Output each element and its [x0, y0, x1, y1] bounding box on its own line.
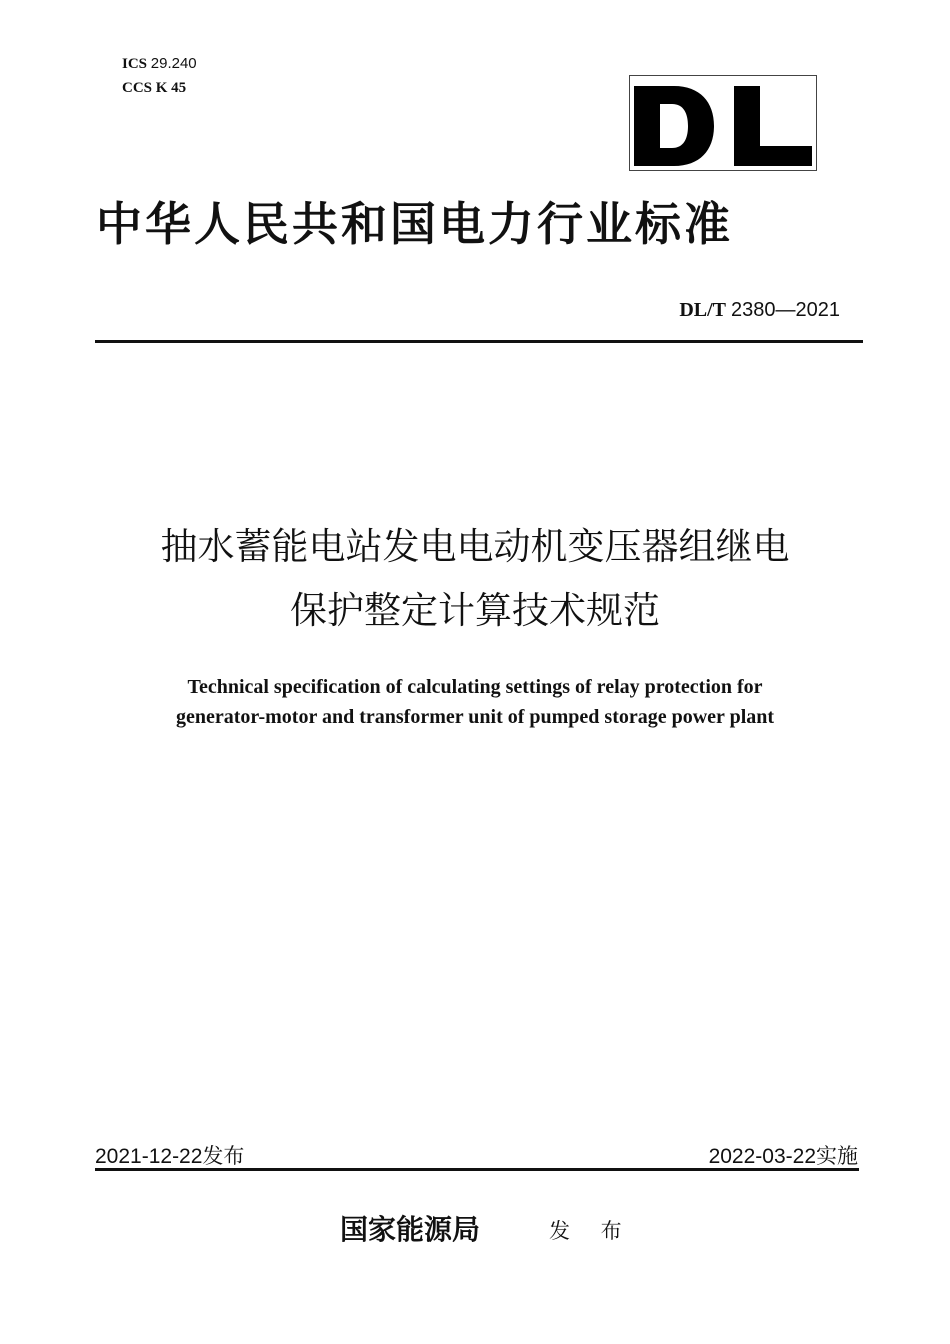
- standard-digits: 2380—2021: [731, 299, 840, 321]
- date-row: [95, 1138, 858, 1172]
- chinese-title-line-2: 保护整定计算技术规范: [290, 589, 660, 632]
- english-title: [0, 672, 950, 732]
- ics-number: 29.240: [150, 55, 197, 72]
- chinese-title-line-1: 抽水蓄能电站发电电动机变压器组继电: [160, 525, 790, 568]
- issue-label: 发布: [202, 1144, 245, 1168]
- classification-codes: [122, 52, 197, 100]
- header-divider: [95, 340, 863, 343]
- standard-prefix: DL/T: [679, 299, 727, 321]
- dl-logo: [629, 75, 817, 171]
- publisher-name: 国家能源局: [340, 1213, 481, 1246]
- dl-logo-icon: [630, 76, 816, 170]
- issue-date: 2021-12-22: [95, 1145, 203, 1168]
- implement-date: 2022-03-22: [708, 1145, 816, 1168]
- implement-label: 实施: [816, 1144, 858, 1168]
- chinese-title: [0, 515, 950, 643]
- ics-label: ICS: [122, 56, 148, 72]
- ics-code: [122, 52, 197, 76]
- english-title-line-2: generator-motor and transformer unit of pumped storage power plant: [175, 706, 775, 728]
- industry-standard-title: 中华人民共和国电力行业标准: [96, 197, 733, 251]
- footer-divider: [95, 1168, 859, 1171]
- standard-number: [679, 296, 840, 324]
- publish-label: 发 布: [549, 1219, 634, 1243]
- ccs-code: CCS K 45: [122, 80, 187, 96]
- implement-date-block: [709, 1140, 858, 1170]
- english-title-line-1: Technical specification of calculating settings of relay protection for: [187, 676, 763, 698]
- issue-date-block: [95, 1140, 244, 1170]
